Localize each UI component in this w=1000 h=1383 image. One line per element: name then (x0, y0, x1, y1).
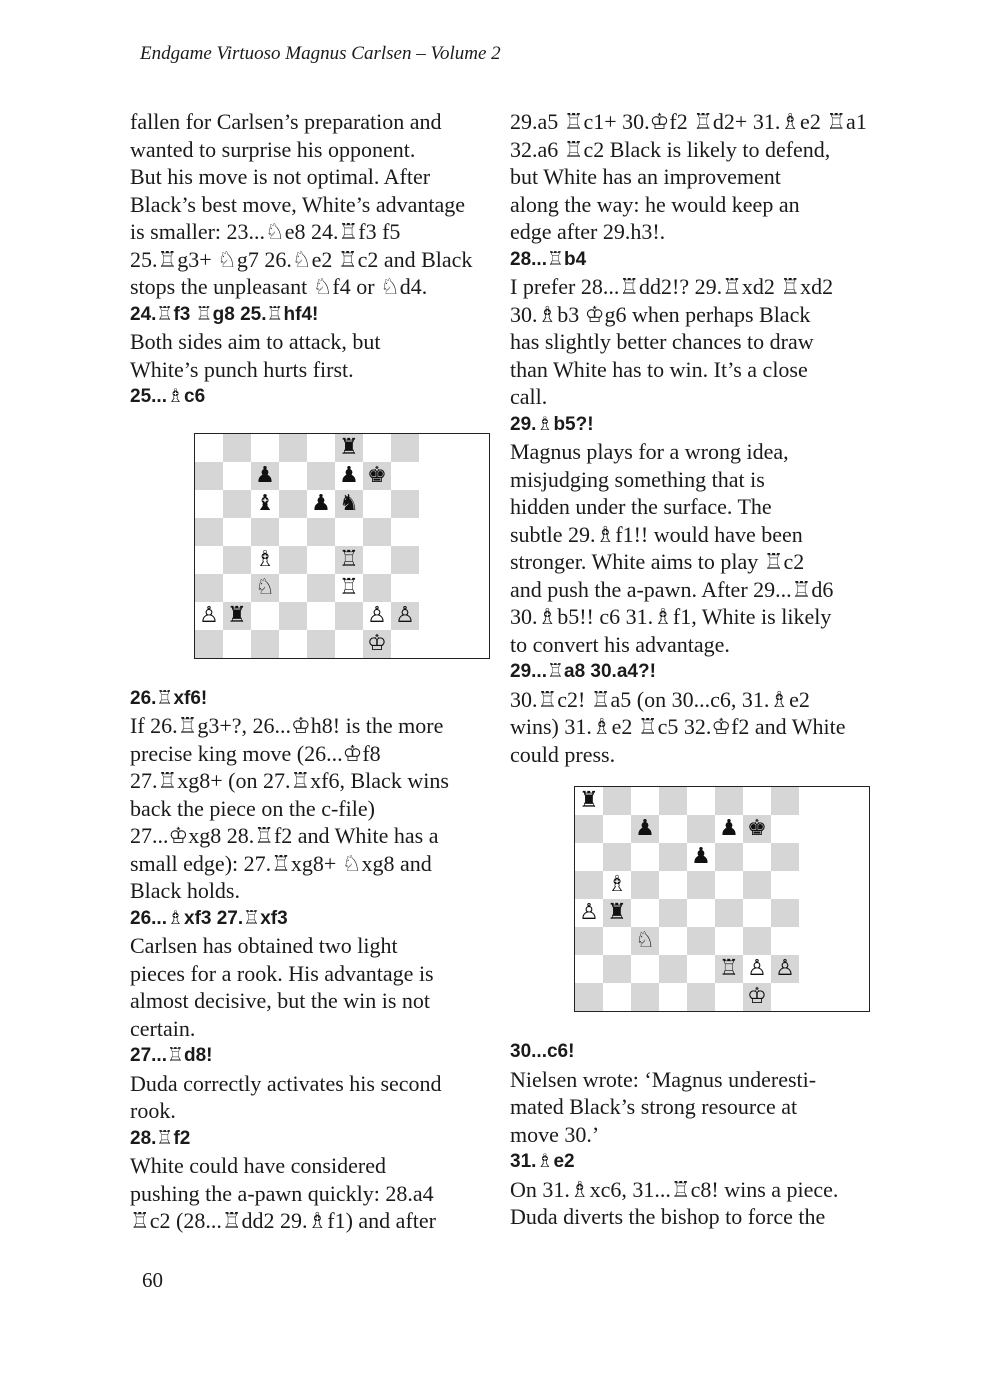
board-square (631, 787, 659, 815)
text-line: I prefer 28...♖dd2!? 29.♖xd2 ♖xd2 (510, 274, 834, 299)
board-square (335, 518, 363, 546)
board-square (575, 843, 603, 871)
board-square (391, 574, 419, 602)
text-line: move 30.’ (510, 1121, 600, 1147)
text-line: stops the unpleasant ♘f4 or ♘d4. (130, 274, 428, 299)
text-line: pieces for a rook. His advantage is (130, 960, 434, 986)
move-heading: 28...♖b4 (510, 248, 587, 270)
board-square (687, 983, 715, 1011)
move-heading: 29.♗b5?! (510, 413, 594, 435)
board-square (603, 927, 631, 955)
board-square (335, 630, 363, 658)
board-square (575, 815, 603, 843)
board-square (659, 815, 687, 843)
board-square (195, 546, 223, 574)
board-square (307, 518, 335, 546)
text-line: back the piece on the c-file) (130, 795, 375, 821)
text-line: Carlsen has obtained two light (130, 933, 398, 958)
board-square (715, 787, 743, 815)
text-line: fallen for Carlsen’s preparation and (130, 109, 442, 134)
board-square (687, 787, 715, 815)
board-square (659, 955, 687, 983)
chess-piece: ♟ (631, 815, 659, 843)
text-line: 30.♗b3 ♔g6 when perhaps Black (510, 301, 811, 327)
board-square (251, 518, 279, 546)
text-line: could press. (510, 741, 616, 767)
chess-piece: ♟ (251, 462, 279, 490)
board-square (659, 927, 687, 955)
text-line: White’s punch hurts first. (130, 356, 354, 382)
board-square (335, 602, 363, 630)
move-heading: 27...♖d8! (130, 1045, 213, 1066)
board-square (391, 630, 419, 658)
text-line: 29.a5 ♖c1+ 30.♔f2 ♖d2+ 31.♗e2 ♖a1 (510, 109, 867, 134)
text-line: On 31.♗xc6, 31...♖c8! wins a piece. (510, 1176, 839, 1202)
board-square (279, 602, 307, 630)
board-square (715, 983, 743, 1011)
board-square (279, 490, 307, 518)
chess-piece: ♜ (223, 602, 251, 630)
move-heading: 26.♖xf6! (130, 687, 208, 709)
board-square (391, 434, 419, 462)
chess-piece: ♘ (251, 574, 279, 602)
board-square (363, 490, 391, 518)
board-square (279, 546, 307, 574)
board-square (279, 574, 307, 602)
board-square (743, 843, 771, 871)
chess-piece: ♖ (335, 574, 363, 602)
board-square (771, 843, 799, 871)
board-square (687, 955, 715, 983)
board-square (659, 787, 687, 815)
board-square (279, 462, 307, 490)
board-square (771, 787, 799, 815)
chess-piece: ♚ (743, 815, 771, 843)
board-square (391, 462, 419, 490)
text-line: 30.♗b5!! c6 31.♗f1, White is likely (510, 604, 832, 629)
board-square (195, 630, 223, 658)
board-square (603, 955, 631, 983)
board-square (223, 518, 251, 546)
board-square (251, 602, 279, 630)
board-square (715, 927, 743, 955)
board-square (279, 630, 307, 658)
board-square (687, 815, 715, 843)
board-square (631, 899, 659, 927)
board-square (251, 630, 279, 658)
text-line: wins) 31.♗e2 ♖c5 32.♔f2 and White (510, 714, 846, 739)
board-square (307, 574, 335, 602)
board-square (715, 899, 743, 927)
text-line: along the way: he would keep an (510, 191, 800, 217)
chess-piece: ♟ (687, 843, 715, 871)
chess-piece: ♔ (363, 630, 391, 658)
chess-piece: ♖ (715, 955, 743, 983)
board-square (307, 434, 335, 462)
board-square (575, 955, 603, 983)
text-line: subtle 29.♗f1!! would have been (510, 521, 803, 547)
chess-piece: ♜ (575, 787, 603, 815)
board-square (687, 871, 715, 899)
chess-piece: ♜ (335, 434, 363, 462)
text-line: edge after 29.h3!. (510, 219, 666, 244)
board-square (659, 983, 687, 1011)
board-square (195, 462, 223, 490)
text-line: Both sides aim to attack, but (130, 329, 381, 354)
board-square (687, 899, 715, 927)
board-square (195, 518, 223, 546)
chess-piece: ♝ (251, 490, 279, 518)
text-line: Duda diverts the bishop to force the (510, 1204, 826, 1229)
chess-piece: ♗ (603, 871, 631, 899)
board-square (603, 787, 631, 815)
left-column (130, 108, 490, 1235)
board-square (687, 927, 715, 955)
chess-piece: ♘ (631, 927, 659, 955)
board-square (575, 983, 603, 1011)
text-line: but White has an improvement (510, 164, 781, 189)
text-line: ♖c2 (28...♖dd2 29.♗f1) and after (130, 1208, 436, 1233)
move-heading: 25...♗c6 (130, 386, 206, 407)
text-line: Black’s best move, White’s advantage (130, 191, 466, 217)
board-square (391, 546, 419, 574)
board-square (715, 871, 743, 899)
board-square (631, 983, 659, 1011)
board-square (363, 518, 391, 546)
chess-piece: ♚ (363, 462, 391, 490)
text-line: 25.♖g3+ ♘g7 26.♘e2 ♖c2 and Black (130, 246, 473, 272)
board-square (363, 574, 391, 602)
text-line: Magnus plays for a wrong idea, (510, 439, 789, 464)
board-square (223, 574, 251, 602)
board-square (575, 927, 603, 955)
board-square (715, 843, 743, 871)
chess-piece: ♙ (743, 955, 771, 983)
text-line: pushing the a-pawn quickly: 28.a4 (130, 1180, 434, 1206)
text-line: call. (510, 384, 548, 409)
text-line: 32.a6 ♖c2 Black is likely to defend, (510, 136, 831, 162)
text-line: than White has to win. It’s a close (510, 356, 808, 382)
board-square (771, 815, 799, 843)
chess-piece: ♔ (743, 983, 771, 1011)
board-square (279, 434, 307, 462)
board-square (195, 574, 223, 602)
board-square (771, 871, 799, 899)
board-square (363, 434, 391, 462)
chess-piece: ♜ (603, 899, 631, 927)
chess-piece: ♖ (335, 546, 363, 574)
text-line: wanted to surprise his opponent. (130, 136, 416, 162)
text-line: stronger. White aims to play ♖c2 (510, 549, 805, 574)
board-square (631, 871, 659, 899)
board-square (391, 490, 419, 518)
text-line: But his move is not optimal. After (130, 164, 431, 189)
board-square (603, 843, 631, 871)
board-square (195, 490, 223, 518)
chess-piece: ♟ (715, 815, 743, 843)
board-square (195, 434, 223, 462)
move-heading: 29...♖a8 30.a4?! (510, 661, 656, 682)
board-square (743, 927, 771, 955)
text-line: small edge): 27.♖xg8+ ♘xg8 and (130, 850, 432, 876)
chess-piece: ♙ (391, 602, 419, 630)
board-square (279, 518, 307, 546)
text-line: is smaller: 23...♘e8 24.♖f3 f5 (130, 219, 401, 244)
move-heading: 31.♗e2 (510, 1151, 575, 1172)
chess-piece: ♞ (335, 490, 363, 518)
chess-diagram-1 (194, 433, 490, 659)
board-square (223, 546, 251, 574)
board-square (223, 630, 251, 658)
chess-piece: ♗ (251, 546, 279, 574)
board-square (631, 843, 659, 871)
board-square (307, 462, 335, 490)
board-square (659, 871, 687, 899)
chess-piece: ♟ (307, 490, 335, 518)
board-square (603, 815, 631, 843)
board-square (659, 843, 687, 871)
board-square (363, 546, 391, 574)
board-square (223, 462, 251, 490)
board-square (771, 983, 799, 1011)
board-square (391, 518, 419, 546)
text-line: has slightly better chances to draw (510, 329, 814, 354)
board-square (659, 899, 687, 927)
text-line: Nielsen wrote: ‘Magnus underesti- (510, 1066, 817, 1092)
text-line: rook. (130, 1098, 176, 1123)
board-square (603, 983, 631, 1011)
move-heading: 24.♖f3 ♖g8 25.♖hf4! (130, 303, 319, 325)
running-head: Endgame Virtuoso Magnus Carlsen – Volume 2 (140, 43, 501, 64)
text-line: 27.♖xg8+ (on 27.♖xf6, Black wins (130, 768, 449, 793)
text-line: and push the a-pawn. After 29...♖d6 (510, 576, 834, 602)
board-square (743, 787, 771, 815)
text-line: misjudging something that is (510, 466, 765, 492)
board-square (223, 490, 251, 518)
chess-piece: ♙ (195, 602, 223, 630)
board-square (307, 602, 335, 630)
board-square (251, 434, 279, 462)
board-square (743, 899, 771, 927)
text-line: Duda correctly activates his second (130, 1070, 442, 1096)
board-square (223, 434, 251, 462)
move-heading: 26...♗xf3 27.♖xf3 (130, 907, 288, 929)
text-line: 30.♖c2! ♖a5 (on 30...c6, 31.♗e2 (510, 686, 810, 712)
board-square (631, 955, 659, 983)
chess-piece: ♟ (335, 462, 363, 490)
move-heading: 28.♖f2 (130, 1127, 191, 1149)
chess-diagram-2 (574, 786, 870, 1012)
chess-piece: ♙ (363, 602, 391, 630)
text-line: 27...♔xg8 28.♖f2 and White has a (130, 823, 439, 848)
text-line: White could have considered (130, 1153, 386, 1178)
text-line: precise king move (26...♔f8 (130, 740, 381, 766)
move-heading: 30...c6! (510, 1041, 575, 1062)
board-square (771, 927, 799, 955)
chess-piece: ♙ (575, 899, 603, 927)
text-line: mated Black’s strong resource at (510, 1094, 798, 1119)
board-square (307, 630, 335, 658)
text-line: If 26.♖g3+?, 26...♔h8! is the more (130, 713, 444, 738)
text-line: hidden under the surface. The (510, 494, 772, 519)
right-column (510, 108, 870, 1231)
page-number: 60 (142, 1268, 163, 1292)
text-line: to convert his advantage. (510, 631, 730, 657)
board-square (307, 546, 335, 574)
chess-piece: ♙ (771, 955, 799, 983)
board-square (575, 871, 603, 899)
text-line: certain. (130, 1015, 196, 1041)
text-line: almost decisive, but the win is not (130, 988, 431, 1013)
text-line: Black holds. (130, 878, 240, 903)
board-square (743, 871, 771, 899)
board-square (771, 899, 799, 927)
